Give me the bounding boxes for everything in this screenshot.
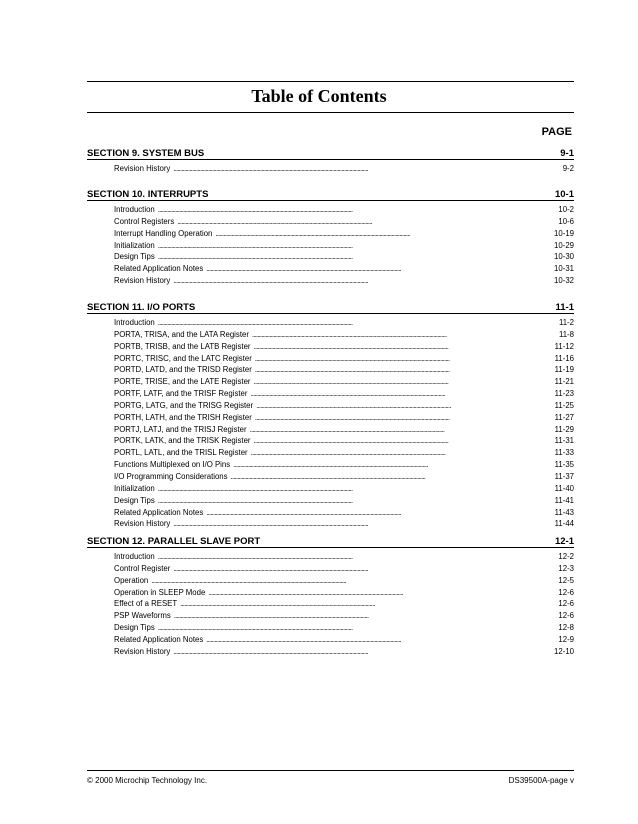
- toc-entry[interactable]: [114, 447, 574, 459]
- entry-page-number: 12-2: [558, 552, 574, 561]
- entry-title: Design Tips: [114, 495, 155, 505]
- footer-rule: [87, 770, 574, 771]
- entry-page-number: 11-35: [554, 460, 574, 470]
- entry-title: I/O Programming Considerations: [114, 471, 228, 481]
- entry-page-number: 11-23: [554, 389, 574, 399]
- entry-title: PORTK, LATK, and the TRISK Register: [114, 436, 251, 446]
- dot-leader: [206, 263, 553, 275]
- dot-leader: [173, 646, 553, 658]
- section-page-number: 10-1: [554, 189, 574, 200]
- dot-leader: [254, 435, 554, 447]
- entry-title: Revision History: [114, 276, 171, 286]
- dot-leader: [158, 240, 553, 252]
- dot-leader: [255, 353, 554, 365]
- entry-page-number: 10-30: [554, 252, 574, 262]
- entry-page-number: 11-19: [554, 365, 574, 375]
- dot-leader: [254, 376, 554, 388]
- toc-entry[interactable]: [114, 376, 574, 388]
- toc-section: [87, 533, 574, 658]
- entry-title: Design Tips: [114, 623, 155, 633]
- entry-page-number: 11-43: [554, 507, 574, 517]
- dot-leader: [206, 507, 553, 519]
- entry-page-number: 11-2: [558, 318, 574, 327]
- entry-title: PORTF, LATF, and the TRISF Register: [114, 389, 248, 399]
- dot-leader: [158, 495, 554, 507]
- dot-leader: [158, 622, 558, 634]
- entry-title: PORTC, TRISC, and the LATC Register: [114, 353, 252, 363]
- entry-page-number: 11-37: [554, 471, 574, 481]
- entry-title: PORTA, TRISA, and the LATA Register: [114, 329, 249, 339]
- toc-entry[interactable]: [114, 163, 574, 175]
- entry-title: Operation in SLEEP Mode: [114, 587, 206, 597]
- page-column-label: PAGE: [541, 126, 572, 138]
- section-heading[interactable]: [87, 533, 574, 548]
- entry-title: Interrupt Handling Operation: [114, 228, 213, 238]
- section-heading[interactable]: [87, 186, 574, 201]
- entry-page-number: 11-29: [554, 424, 574, 434]
- toc-entry[interactable]: [114, 483, 574, 495]
- entry-title: Introduction: [114, 552, 155, 561]
- toc-entry[interactable]: [114, 251, 574, 263]
- dot-leader: [215, 228, 553, 240]
- toc-entry[interactable]: [114, 598, 574, 610]
- dot-leader: [158, 204, 558, 216]
- entry-page-number: 11-33: [554, 448, 574, 458]
- entry-title: Operation: [114, 575, 149, 585]
- entry-page-number: 11-21: [554, 377, 574, 387]
- toc-entry[interactable]: [114, 341, 574, 353]
- toc-entry[interactable]: [114, 610, 574, 622]
- toc-entry[interactable]: [114, 263, 574, 275]
- toc-entry[interactable]: [114, 216, 574, 228]
- entry-title: Related Application Notes: [114, 264, 204, 274]
- toc-entry[interactable]: [114, 634, 574, 646]
- dot-leader: [173, 275, 553, 287]
- entry-title: Related Application Notes: [114, 634, 204, 644]
- toc-entry[interactable]: [114, 353, 574, 365]
- toc-section: [87, 299, 574, 530]
- toc-entry[interactable]: [114, 240, 574, 252]
- dot-leader: [233, 459, 553, 471]
- toc-entry[interactable]: [114, 459, 574, 471]
- entry-title: Revision History: [114, 164, 171, 173]
- entry-title: PORTB, TRISB, and the LATB Register: [114, 341, 251, 351]
- toc-entry[interactable]: [114, 364, 574, 376]
- entry-title: PORTE, TRISE, and the LATE Register: [114, 377, 251, 387]
- toc-entry[interactable]: [114, 317, 574, 329]
- toc-entry[interactable]: [114, 471, 574, 483]
- dot-leader: [206, 634, 557, 646]
- entry-title: Introduction: [114, 318, 155, 327]
- dot-leader: [208, 587, 557, 599]
- entry-page-number: 12-6: [558, 587, 574, 597]
- entry-title: PORTJ, LATJ, and the TRISJ Register: [114, 424, 247, 434]
- toc-entry[interactable]: [114, 587, 574, 599]
- entry-title: PORTG, LATG, and the TRISG Register: [114, 400, 254, 410]
- toc-section: [87, 145, 574, 175]
- dot-leader: [254, 341, 554, 353]
- dot-leader: [173, 163, 561, 175]
- footer-copyright: © 2000 Microchip Technology Inc.: [87, 776, 208, 785]
- entry-page-number: 12-9: [558, 634, 574, 644]
- toc-entry[interactable]: [114, 622, 574, 634]
- dot-leader: [151, 575, 557, 587]
- entry-page-number: 10-6: [558, 216, 574, 226]
- dot-leader: [255, 412, 554, 424]
- entry-title: Functions Multiplexed on I/O Pins: [114, 460, 231, 470]
- section-title: SECTION 12. PARALLEL SLAVE PORT: [87, 536, 261, 547]
- dot-leader: [158, 317, 558, 329]
- dot-leader: [158, 483, 554, 495]
- toc-section: [87, 186, 574, 287]
- entry-page-number: 11-16: [554, 353, 574, 363]
- entry-page-number: 11-12: [554, 341, 574, 351]
- footer: [87, 776, 574, 785]
- entry-page-number: 12-6: [558, 611, 574, 621]
- entry-page-number: 11-25: [554, 400, 574, 410]
- section-heading[interactable]: [87, 299, 574, 314]
- dot-leader: [252, 329, 558, 341]
- dot-leader: [173, 518, 553, 530]
- section-entries: [87, 317, 574, 530]
- dot-leader: [231, 471, 554, 483]
- toc-entry[interactable]: [114, 228, 574, 240]
- entry-page-number: 10-32: [554, 276, 574, 286]
- dot-leader: [174, 610, 558, 622]
- toc-entry[interactable]: [114, 563, 574, 575]
- header-rule: [87, 81, 574, 82]
- toc-entry[interactable]: [114, 424, 574, 436]
- entry-title: PSP Waveforms: [114, 611, 171, 621]
- dot-leader: [173, 563, 557, 575]
- toc-entry[interactable]: [114, 495, 574, 507]
- entry-title: Introduction: [114, 205, 155, 214]
- dot-leader: [250, 424, 554, 436]
- section-heading[interactable]: [87, 145, 574, 160]
- entry-page-number: 12-10: [554, 646, 574, 656]
- dot-leader: [255, 364, 554, 376]
- entry-title: Control Registers: [114, 216, 175, 226]
- entry-title: Initialization: [114, 483, 155, 493]
- entry-title: Control Register: [114, 563, 171, 573]
- entry-page-number: 11-31: [554, 436, 574, 446]
- dot-leader: [177, 216, 557, 228]
- entry-page-number: 11-8: [558, 329, 574, 339]
- toc-entry[interactable]: [114, 388, 574, 400]
- section-page-number: 12-1: [554, 536, 574, 547]
- section-title: SECTION 11. I/O PORTS: [87, 302, 196, 313]
- toc-entry[interactable]: [114, 412, 574, 424]
- toc-entry[interactable]: [114, 507, 574, 519]
- entry-page-number: 11-44: [554, 519, 574, 529]
- dot-leader: [180, 598, 557, 610]
- title-rule: [87, 112, 574, 113]
- entry-page-number: 10-2: [558, 205, 574, 214]
- dot-leader: [158, 551, 558, 563]
- entry-page-number: 10-31: [554, 264, 574, 274]
- entry-page-number: 12-8: [558, 623, 574, 633]
- toc-entry[interactable]: [114, 435, 574, 447]
- toc-entry[interactable]: [114, 400, 574, 412]
- entry-title: Related Application Notes: [114, 507, 204, 517]
- footer-page-number: DS39500A-page v: [508, 776, 574, 785]
- dot-leader: [256, 400, 554, 412]
- entry-title: PORTD, LATD, and the TRISD Register: [114, 365, 252, 375]
- section-page-number: 11-1: [555, 302, 574, 313]
- dot-leader: [251, 447, 554, 459]
- section-page-number: 9-1: [560, 148, 574, 159]
- page-title: Table of Contents: [251, 86, 387, 106]
- toc-entry[interactable]: [114, 575, 574, 587]
- toc-entry[interactable]: [114, 204, 574, 216]
- dot-leader: [250, 388, 553, 400]
- entry-title: PORTL, LATL, and the TRISL Register: [114, 448, 248, 458]
- section-entries: [87, 163, 574, 175]
- entry-title: Effect of a RESET: [114, 599, 178, 609]
- entry-page-number: 10-29: [554, 240, 574, 250]
- section-entries: [87, 204, 574, 287]
- section-title: SECTION 10. INTERRUPTS: [87, 189, 209, 200]
- entry-page-number: 12-5: [558, 575, 574, 585]
- entry-title: Initialization: [114, 240, 155, 250]
- toc-entry[interactable]: [114, 551, 574, 563]
- entry-page-number: 9-2: [562, 164, 574, 173]
- entry-page-number: 10-19: [554, 228, 574, 238]
- entry-title: Design Tips: [114, 252, 155, 262]
- dot-leader: [158, 251, 553, 263]
- section-entries: [87, 551, 574, 658]
- entry-page-number: 11-41: [554, 495, 574, 505]
- entry-title: PORTH, LATH, and the TRISH Register: [114, 412, 252, 422]
- entry-page-number: 11-27: [554, 412, 574, 422]
- toc-entry[interactable]: [114, 275, 574, 287]
- entry-page-number: 12-3: [558, 563, 574, 573]
- entry-page-number: 11-40: [554, 483, 574, 493]
- section-title: SECTION 9. SYSTEM BUS: [87, 148, 205, 159]
- entry-title: Revision History: [114, 646, 171, 656]
- entry-page-number: 12-6: [558, 599, 574, 609]
- toc-entry[interactable]: [114, 518, 574, 530]
- toc-entry[interactable]: [114, 329, 574, 341]
- entry-title: Revision History: [114, 519, 171, 529]
- toc-entry[interactable]: [114, 646, 574, 658]
